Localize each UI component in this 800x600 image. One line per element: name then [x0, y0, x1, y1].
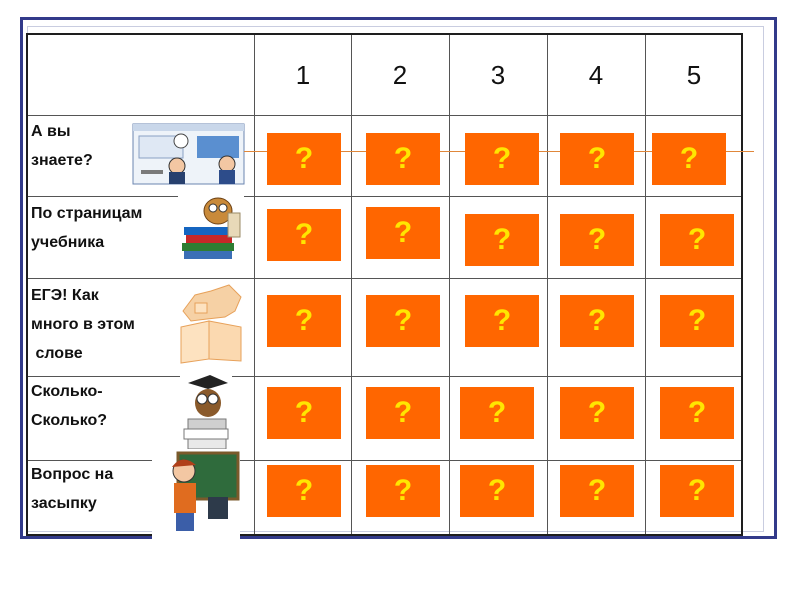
question-tile-r4-c4[interactable]: ?: [560, 387, 634, 439]
map-book-icon: [177, 281, 247, 365]
question-tile-r5-c4[interactable]: ?: [560, 465, 634, 517]
column-header-4: 4: [588, 59, 604, 90]
question-tile-r5-c1[interactable]: ?: [267, 465, 341, 517]
question-tile-r1-c4[interactable]: ?: [560, 133, 634, 185]
row-label-how-many: Сколько- Сколько?: [31, 383, 108, 429]
column-header-1: 1: [295, 59, 311, 90]
column-header-5: 5: [686, 59, 702, 90]
owl-scholar-icon: [180, 373, 232, 457]
question-tile-r3-c5[interactable]: ?: [660, 295, 734, 347]
question-tile-r1-c2[interactable]: ?: [366, 133, 440, 185]
question-tile-r5-c5[interactable]: ?: [660, 465, 734, 517]
row-label-textbook-pages: По страницам учебника: [31, 205, 143, 251]
question-tile-r2-c5[interactable]: ?: [660, 214, 734, 266]
column-header-3: 3: [490, 59, 506, 90]
question-tile-r2-c1[interactable]: ?: [267, 209, 341, 261]
row-label-did-you-know: А вы знаете?: [31, 123, 93, 169]
question-tile-r1-c5[interactable]: ?: [652, 133, 726, 185]
column-header-2: 2: [392, 59, 408, 90]
exam-info-screen-icon: [131, 122, 246, 187]
question-tile-r3-c4[interactable]: ?: [560, 295, 634, 347]
question-tile-r5-c2[interactable]: ?: [366, 465, 440, 517]
question-tile-r4-c3[interactable]: ?: [460, 387, 534, 439]
question-tile-r3-c3[interactable]: ?: [465, 295, 539, 347]
game-board: [26, 33, 743, 536]
question-tile-r5-c3[interactable]: ?: [460, 465, 534, 517]
question-tile-r2-c4[interactable]: ?: [560, 214, 634, 266]
question-tile-r1-c1[interactable]: ?: [267, 133, 341, 185]
question-tile-r4-c2[interactable]: ?: [366, 387, 440, 439]
row-label-ege-word: ЕГЭ! Как много в этом слове: [31, 287, 135, 362]
question-tile-r3-c1[interactable]: ?: [267, 295, 341, 347]
question-tile-r3-c2[interactable]: ?: [366, 295, 440, 347]
question-tile-r4-c5[interactable]: ?: [660, 387, 734, 439]
teacher-board-icon: [152, 449, 240, 539]
question-tile-r1-c3[interactable]: ?: [465, 133, 539, 185]
row-label-tricky-question: Вопрос на засыпку: [31, 466, 114, 512]
question-tile-r2-c3[interactable]: ?: [465, 214, 539, 266]
question-tile-r2-c2[interactable]: ?: [366, 207, 440, 259]
books-owl-icon: [178, 193, 244, 269]
question-tile-r4-c1[interactable]: ?: [267, 387, 341, 439]
